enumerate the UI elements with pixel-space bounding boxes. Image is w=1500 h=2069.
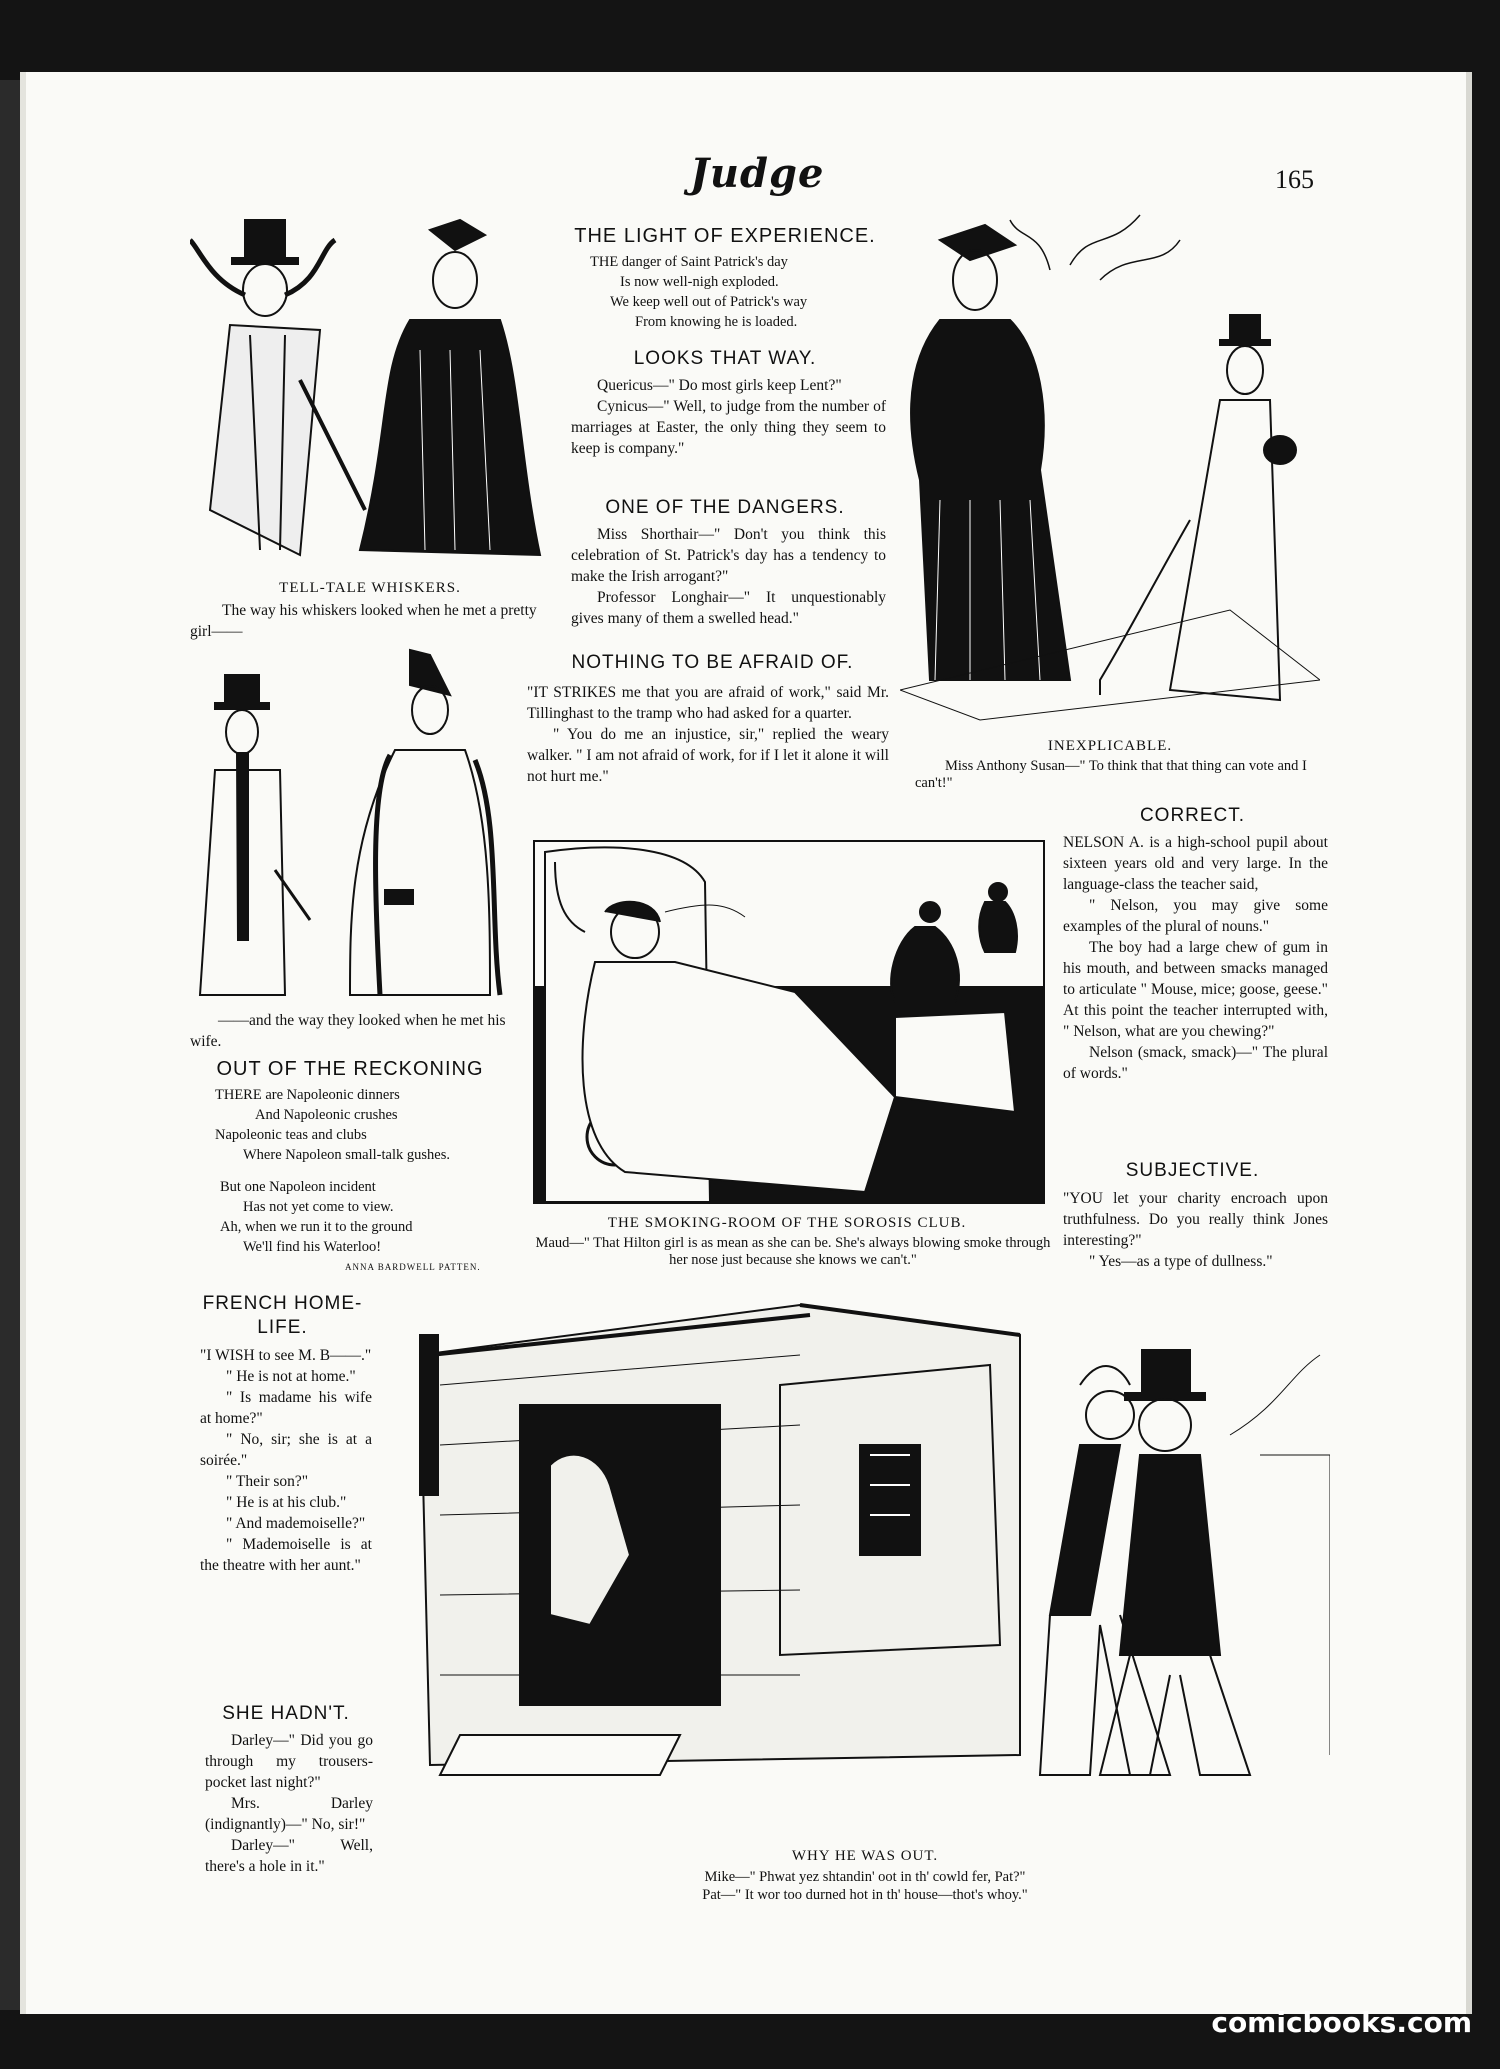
subjective-body	[1063, 1188, 1328, 1272]
verse-line: And Napoleonic crushes	[255, 1107, 398, 1123]
illustration-couple-home	[190, 640, 520, 1000]
correct-line-1: NELSON A. is a high-school pupil about sixteen years old and very large. In the language-class the teacher said,	[1063, 834, 1328, 893]
why-he-was-out-title: WHY HE WAS OUT.	[791, 1848, 939, 1864]
light-of-experience-title: THE LIGHT OF EXPERIENCE.	[574, 225, 876, 247]
french-line: " Is madame his wife at home?"	[200, 1389, 372, 1427]
verse-line: We keep well out of Patrick's way	[610, 294, 808, 310]
illustration-inexplicable	[900, 210, 1320, 725]
why-he-was-out-caption	[400, 1868, 1330, 1904]
french-line: "I WISH to see M. B——."	[200, 1347, 372, 1364]
verse-line: Ah, when we run it to the ground	[220, 1219, 413, 1235]
out-of-reckoning-author: ANNA BARDWELL PATTEN.	[345, 1262, 481, 1272]
one-of-dangers-line-2: Professor Longhair—" It unquestionably gives many of them a swelled head."	[571, 589, 886, 627]
subjective-line-2: " Yes—as a type of dullness."	[1089, 1253, 1273, 1270]
she-hadnt-title: SHE HADN'T.	[222, 1703, 350, 1724]
correct-line-4: Nelson (smack, smack)—" The plural of words."	[1063, 1044, 1328, 1082]
verse-line: We'll find his Waterloo!	[243, 1239, 382, 1255]
subjective-line-1: "YOU let your charity encroach upon truthfulness. Do you really think Jones interesting?"	[1063, 1190, 1328, 1249]
correct-title: CORRECT.	[1139, 805, 1246, 826]
one-of-dangers-line-1: Miss Shorthair—" Don't you think this celebration of St. Patrick's day has a tendency to make the Irish arrogant?"	[571, 526, 886, 585]
looks-that-way-body	[571, 375, 886, 459]
verse-line: From knowing he is loaded.	[635, 314, 798, 330]
french-home-life-body	[200, 1345, 372, 1576]
french-line: " No, sir; she is at a soirée."	[200, 1431, 372, 1469]
nothing-afraid-line-1: "IT STRIKES me that you are afraid of work," said Mr. Tillinghast to the tramp who had asked for a quarter.	[527, 684, 889, 722]
tell-tale-caption-1: The way his whiskers looked when he met a pretty girl——	[190, 602, 537, 640]
verse-line: Is now well-nigh exploded.	[620, 274, 779, 290]
verse-line: Has not yet come to view.	[243, 1199, 394, 1215]
she-hadnt-line-3: Darley—" Well, there's a hole in it."	[205, 1837, 373, 1875]
illustration-why-he-was-out	[400, 1295, 1330, 1845]
nothing-afraid-title: NOTHING TO BE AFRAID OF.	[571, 652, 854, 673]
illustration-smoking-room	[533, 840, 1045, 1204]
watermark: comicbooks.com	[1211, 2006, 1472, 2039]
french-line: " He is not at home."	[226, 1368, 356, 1385]
one-of-dangers-title: ONE OF THE DANGERS.	[605, 497, 845, 518]
masthead: Judge	[690, 150, 825, 197]
nothing-afraid-line-2: " You do me an injustice, sir," replied the weary walker. " I am not afraid of work, for if I let it alone it will not hurt me."	[527, 726, 889, 785]
looks-that-way-line-2: Cynicus—" Well, to judge from the number of marriages at Easter, the only thing they seem to keep is company."	[571, 398, 886, 457]
verse-line: Where Napoleon small-talk gushes.	[243, 1147, 450, 1163]
she-hadnt-body	[205, 1730, 373, 1877]
why-he-was-out-line-1: Mike—" Phwat yez shtandin' oot in th' cowld fer, Pat?"	[704, 1869, 1026, 1885]
verse-line: THE danger of Saint Patrick's day	[590, 254, 788, 270]
inexplicable-title: INEXPLICABLE.	[1047, 738, 1173, 754]
illustration-couple-street	[190, 210, 550, 570]
correct-line-3: The boy had a large chew of gum in his mouth, and between smacks managed to articulate " Mouse, mice; goose, geese." At this point the teacher interrupted with, " Nelson, what are you chewing?"	[1063, 939, 1328, 1040]
correct-line-2: " Nelson, you may give some examples of the plural of nouns."	[1063, 897, 1328, 935]
out-of-reckoning-title: OUT OF THE RECKONING	[216, 1058, 484, 1080]
page-number: 165	[1275, 165, 1314, 194]
verse-line: THERE are Napoleonic dinners	[215, 1087, 400, 1103]
french-home-life-title: FRENCH HOME-LIFE.	[202, 1293, 363, 1338]
tell-tale-caption-2: ——and the way they looked when he met his wife.	[190, 1012, 506, 1050]
french-line: " He is at his club."	[226, 1494, 347, 1511]
subjective-title: SUBJECTIVE.	[1125, 1160, 1260, 1181]
light-of-experience-verse	[590, 252, 890, 332]
tell-tale-title: TELL-TALE WHISKERS.	[279, 580, 461, 596]
out-of-reckoning-verse	[215, 1085, 515, 1257]
inexplicable-caption: Miss Anthony Susan—" To think that that thing can vote and I can't!"	[915, 758, 1307, 791]
french-line: " Their son?"	[226, 1473, 309, 1490]
french-line: " And mademoiselle?"	[226, 1515, 366, 1532]
she-hadnt-line-1: Darley—" Did you go through my trousers-pocket last night?"	[205, 1732, 373, 1791]
book-spine	[0, 80, 20, 2010]
verse-line: Napoleonic teas and clubs	[215, 1127, 367, 1143]
french-line: " Mademoiselle is at the theatre with her aunt."	[200, 1536, 372, 1574]
looks-that-way-title: LOOKS THAT WAY.	[633, 348, 817, 369]
smoking-room-caption: Maud—" That Hilton girl is as mean as she can be. She's always blowing smoke through her nose just because she knows we can't."	[535, 1235, 1051, 1268]
correct-body	[1063, 832, 1328, 1084]
verse-line: But one Napoleon incident	[220, 1179, 376, 1195]
smoking-room-title: THE SMOKING-ROOM OF THE SOROSIS CLUB.	[607, 1215, 967, 1231]
why-he-was-out-line-2: Pat—" It wor too durned hot in th' house—thot's whoy."	[702, 1887, 1028, 1903]
nothing-afraid-body	[527, 682, 889, 787]
looks-that-way-line-1: Quericus—" Do most girls keep Lent?"	[597, 377, 842, 394]
one-of-dangers-body	[571, 524, 886, 629]
she-hadnt-line-2: Mrs. Darley (indignantly)—" No, sir!"	[205, 1795, 373, 1833]
